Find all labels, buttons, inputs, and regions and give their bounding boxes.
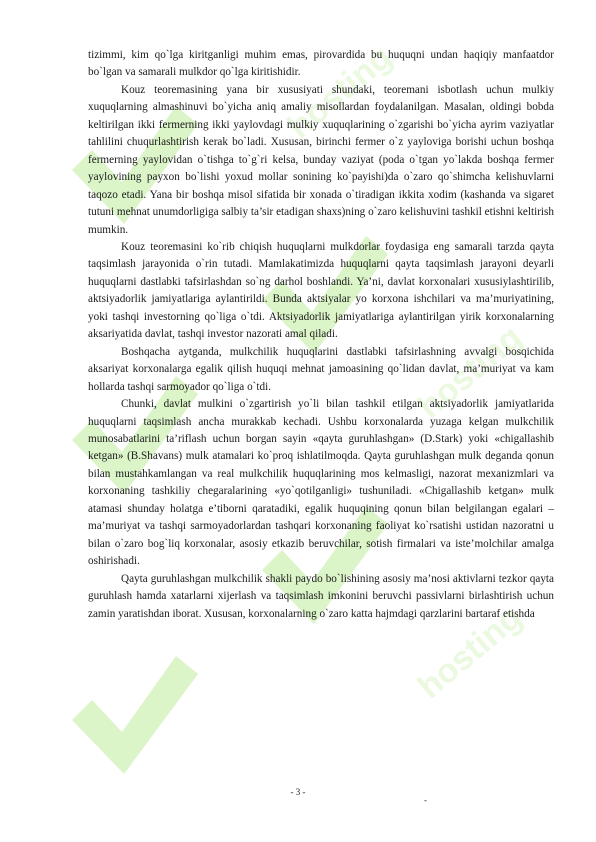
svg-text:hosting: hosting: [280, 38, 400, 147]
page-number: - 3 -: [290, 787, 306, 797]
paragraph-3: Kouz teoremasini ko`rib chiqish huquqlarni mulkdorlar foydasiga eng samarali tarzda qayta taqsimlash jarayonida o`rin tutadi. Mamlakatimizda huquqlarni qayta taqsimlash jarayoni deyarli huquqlarni dastlabki tafsirlashdan so`ng darhol boshlandi. Ya’ni, davlat korxonalari xususiylashtirilib, aktsiyadorlik jamiyatlariga aylantirildi. Bunda aktsiyalar yo korxona ishchilari va ma’muriyatining, yoki tashqi investorning qo`liga o`tdi. Aktsiyadorlik jamiyatlariga aylantirilgan yirik korxonalarning aksariyatida davlat, tashqi investor nazorati amal qiladi.: [88, 240, 554, 341]
svg-text:hosting: hosting: [410, 318, 530, 427]
svg-text:hosting: hosting: [410, 598, 530, 707]
paragraph-2: Kouz teoremasining yana bir xususiyati shundaki, teoremani isbotlash uchun mulkiy xuquqlarning almashinuvi bo`yicha aniq amaliy misollardan foydalanilgan. Masalan, oldingi bobda keltirilgan ikki fermerning ikki yaylovdagi mulkiy xuquqlarining o`zgarishi bo`yicha ayrim vaziyatlar tahlilini chuqurlashtirish kerak bo`ladi. Xususan, birinchi fermer o`z yayloviga borishi uchun boshqa fermerning yaylovidan o`tishga to`g`ri kelsa, bunday vaziyat (poda o`tgan yo`lakda boshqa fermer yaylovining payxon bo`lishi yoxud mollar sonining ko`payishi)da o`zaro qo`shimcha kelishuvlarni taqozo etadi. Yana bir boshqa misol sifatida bir xonada o`tiradigan ikkita xodim (kashanda va sigaret tutuni mehnat unumdorligiga salbiy ta’sir etadigan shaxs)ning o`zaro kelishuvini tashkil etishni keltirish mumkin.: [88, 83, 554, 236]
paragraph-1: tizimmi, kim qo`lga kiritganligi muhim emas, pirovardida bu huquqni undan haqiqiy manfaatdor bo`lgan va samarali mulkdor qo`lga kiritishidir.: [88, 49, 554, 79]
document-body: [88, 47, 554, 623]
paragraph-6: Qayta guruhlashgan mulkchilik shakli paydo bo`lishining asosiy ma’nosi aktivlarni tezkor qayta guruhlash hamda xatarlarni xijerlash va taqsimlash imkonini beruvchi passivlarni birlashtirish uchun zamin yaratishdan iborat. Xususan, korxonalarning o`zaro katta hajmdagi qarzlarini bartaraf etishda: [88, 572, 554, 620]
paragraph-5: Chunki, davlat mulkini o`zgartirish yo`li bilan tashkil etilgan aktsiyadorlik jamiyatlarida huquqlarni taqsimlash ancha murakkab kechadi. Ushbu korxonalarda yuzaga kelgan mulkchilik munosabatlarini ta’riflash uchun borgan sayin «qayta guruhlashgan» (D.Stark) yoki «chigallashib ketgan» (B.Shavans) mulk atamalari ko`proq ishlatilmoqda. Qayta guruhlashgan mulk deganda qonun bilan mustahkamlangan va real mulkchilik huquqlarining mos kelmasligi, nazorat mexanizmlari va korxonaning tashkiliy chegaralarining «yo`qotilganligi» tushuniladi. «Chigallashib ketgan» mulk atamasi shunday holatga e’tiborni qaratadiki, egalik huquqining qonun bilan belgilangan egalari – ma’muriyat va tashqi sarmoyadorlardan tashqari korxonaning faoliyat ko`rsatishi ustidan nazoratni u bilan o`zaro bog`liq korxonalar, asosiy etkazib beruvchilar, sotish firmalari va iste’molchilar amalga oshirishadi.: [88, 398, 554, 568]
paragraph-4: Boshqacha aytganda, mulkchilik huquqlarini dastlabki tafsirlashning avvalgi bosqichida aksariyat korxonalarga egalik qilish huquqi mehnat jamoasining qo`lidan davlat, ma’muriyat va kam hollarda tashqi sarmoyador qo`liga o`tdi.: [88, 345, 554, 393]
footer-mark: -: [424, 795, 427, 805]
